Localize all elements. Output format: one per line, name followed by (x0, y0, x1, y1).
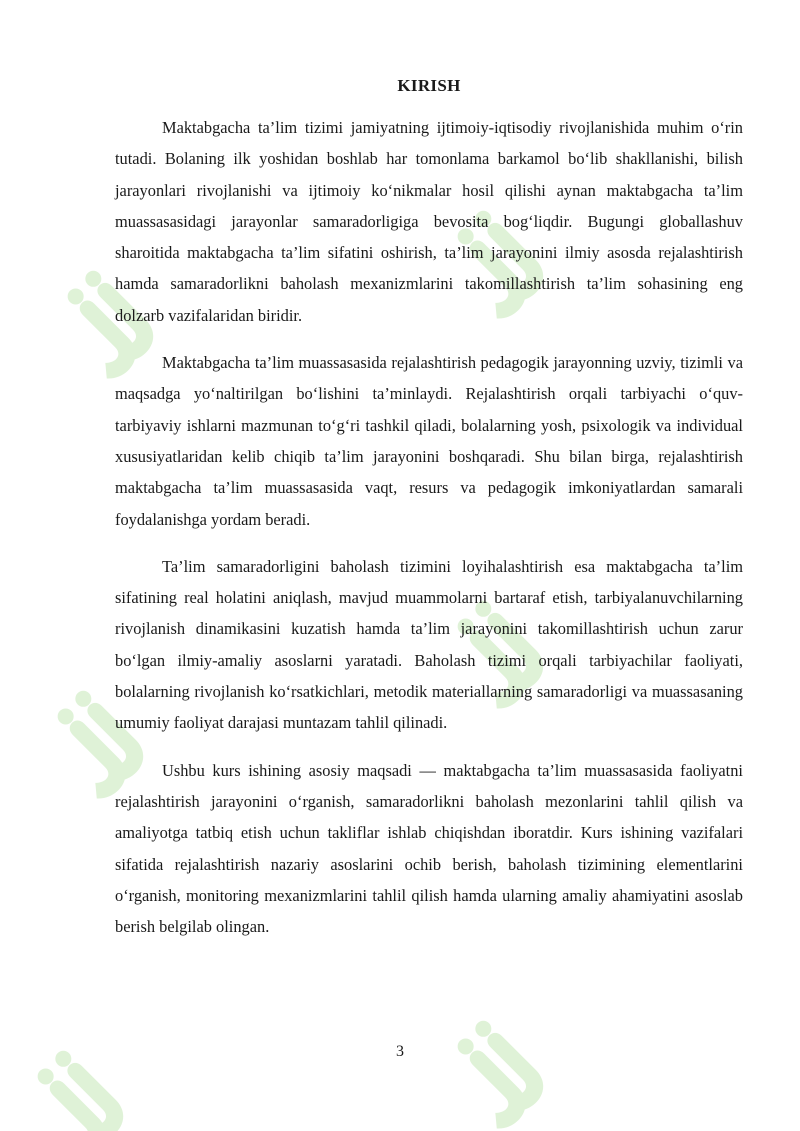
paragraph-1: Maktabgacha ta’lim tizimi jamiyatning ijtimoiy-iqtisodiy rivojlanishida muhim o‘rin tutadi. Bolaning ilk yoshidan boshlab har tomonlama barkamol bo‘lib shakllanishi, bilish jarayonlari rivojlanishi va ijtimoiy ko‘nikmalar hosil qilishi aynan maktabgacha ta’lim muassasasidagi jarayonlar samaradorligiga bevosita bog‘liqdir. Bugungi globallashuv sharoitida maktabgacha ta’lim sifatini oshirish, ta’lim jarayonini ilmiy asosda rejalashtirish hamda samaradorlikni baholash mexanizmlarini takomillashtirish ta’lim sohasining eng dolzarb vazifalaridan biridir. (115, 118, 743, 325)
document-body (115, 70, 743, 958)
paragraph-3: Ta’lim samaradorligini baholash tizimini loyihalashtirish esa maktabgacha ta’lim sifatining real holatini aniqlash, mavjud muammolarni bartaraf etish, tarbiyalanuvchilarning rivojlanish dinamikasini kuzatish hamda ta’lim jarayonini takomillashtirish uchun zarur bo‘lgan ilmiy-amaliy asoslarni yaratadi. Baholash tizimi orqali tarbiyachilar faoliyati, bolalarning rivojlanish ko‘rsatkichlari, metodik materiallarning samaradorligi va muassasaning umumiy faoliyat darajasi muntazam tahlil qilinadi. (115, 556, 743, 733)
watermark-logo (435, 1017, 553, 1131)
page-number: 3 (396, 1043, 404, 1060)
paragraph-4: Ushbu kurs ishining asosiy maqsadi — maktabgacha ta’lim muassasasida faoliyatni rejalashtirish jarayonini o‘rganish, samaradorlikni baholash mezonlarini tahlil qilish va amaliyotga tatbiq etish uchun takliflar ishlab chiqishdan iboratdir. Kurs ishining vazifalari sifatida rejalashtirish nazariy asoslarini ochib berish, baholash tizimining elementlarini o‘rganish, monitoring mexanizmlarini tahlil qilish hamda ularning amaliy ahamiyatini asoslab berish belgilab olingan. (115, 760, 743, 937)
paragraph-2: Maktabgacha ta’lim muassasasida rejalashtirish pedagogik jarayonning uzviy, tizimli va maqsadga yo‘naltirilgan bo‘lishini ta’minlaydi. Rejalashtirish orqali tarbiyachi o‘quv-tarbiyaviy ishlarni mazmunan to‘g‘ri tashkil qiladi, bolalarning yosh, psixologik va individual xususiyatlaridan kelib chiqib ta’lim jarayonini boshqaradi. Shu bilan birga, rejalashtirish maktabgacha ta’lim muassasasida vaqt, resurs va pedagogik imkoniyatlardan samarali foydalanishga yordam beradi. (115, 353, 743, 529)
section-heading: KIRISH (397, 76, 461, 95)
